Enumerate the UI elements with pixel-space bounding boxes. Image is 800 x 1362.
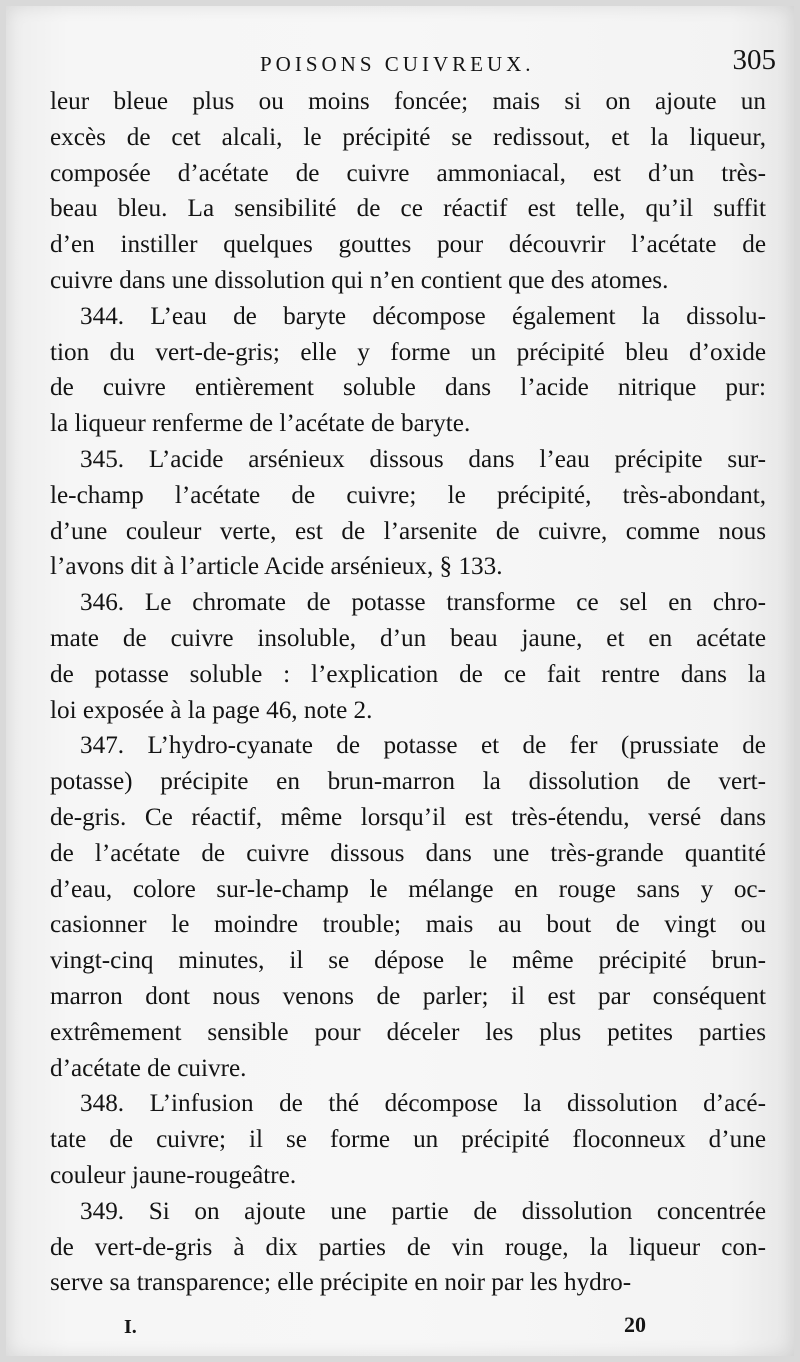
- page-footer: [6, 1306, 794, 1346]
- text-line: potasse) précipite en brun-marron la dissolution de vert-: [50, 768, 766, 796]
- text-line: casionner le moindre trouble; mais au bout de vingt ou: [50, 911, 766, 939]
- paragraph: [50, 1194, 766, 1301]
- text-line: beau bleu. La sensibilité de ce réactif est telle, qu’il suffit: [50, 195, 766, 223]
- text-line: serve sa transparence; elle précipite en noir par les hydro-: [50, 1269, 632, 1297]
- signature-mark: I.: [124, 1316, 137, 1338]
- text-line: 348. L’infusion de thé décompose la dissolution d’acé-: [80, 1090, 766, 1118]
- page-number: 305: [732, 44, 776, 76]
- text-line: tion du vert-de-gris; elle y forme un précipité bleu d’oxide: [50, 338, 766, 366]
- text-line: de-gris. Ce réactif, même lorsqu’il est très-étendu, versé dans: [50, 803, 766, 831]
- text-line: de potasse soluble : l’explication de ce fait rentre dans la: [50, 660, 766, 688]
- text-line: leur bleue plus ou moins foncée; mais si on ajoute un: [50, 88, 766, 115]
- text-line: d’une couleur verte, est de l’arsenite de cuivre, comme nous: [50, 517, 766, 545]
- text-line: de l’acétate de cuivre dissous dans une très-grande quantité: [50, 839, 766, 867]
- text-line: vingt-cinq minutes, il se dépose le même précipité brun-: [50, 947, 766, 975]
- text-line: d’en instiller quelques gouttes pour découvrir l’acétate de: [50, 231, 766, 259]
- body-text: [50, 84, 766, 1301]
- running-title: POISONS CUIVREUX.: [260, 52, 535, 76]
- text-line: de vert-de-gris à dix parties de vin rouge, la liqueur con-: [50, 1233, 766, 1261]
- text-line: l’avons dit à l’article Acide arsénieux, § 133.: [50, 553, 503, 581]
- text-line: 346. Le chromate de potasse transforme ce sel en chro-: [80, 589, 766, 617]
- text-line: la liqueur renferme de l’acétate de baryte.: [50, 410, 471, 438]
- text-line: couleur jaune-rougeâtre.: [50, 1161, 297, 1189]
- text-line: mate de cuivre insoluble, d’un beau jaune, et en acétate: [50, 624, 766, 652]
- paragraph: [50, 585, 766, 728]
- signature-number: 20: [624, 1312, 646, 1337]
- paragraph: [50, 728, 766, 1086]
- paragraph: [50, 299, 766, 442]
- paragraph: [50, 442, 766, 585]
- text-line: tate de cuivre; il se forme un précipité floconneux d’une: [50, 1126, 766, 1154]
- book-page: [6, 6, 794, 1356]
- page-header: [46, 44, 776, 84]
- text-line: 344. L’eau de baryte décompose également la dissolu-: [80, 302, 766, 330]
- text-line: 347. L’hydro-cyanate de potasse et de fer (prussiate de: [80, 732, 766, 760]
- text-line: 349. Si on ajoute une partie de dissolution concentrée: [80, 1197, 766, 1225]
- text-line: 345. L’acide arsénieux dissous dans l’eau précipite sur-: [80, 445, 766, 473]
- text-line: cuivre dans une dissolution qui n’en contient que des atomes.: [50, 266, 669, 294]
- text-line: composée d’acétate de cuivre ammoniacal, est d’un très-: [50, 159, 766, 187]
- text-line: excès de cet alcali, le précipité se redissout, et la liqueur,: [50, 123, 766, 151]
- text-line: extrêmement sensible pour déceler les plus petites parties: [50, 1018, 766, 1046]
- paragraph: [50, 1086, 766, 1193]
- text-line: d’acétate de cuivre.: [50, 1054, 247, 1082]
- text-line: le-champ l’acétate de cuivre; le précipité, très-abondant,: [50, 481, 766, 509]
- text-line: loi exposée à la page 46, note 2.: [50, 696, 373, 724]
- text-line: marron dont nous venons de parler; il est par conséquent: [50, 982, 766, 1010]
- paragraph: [50, 84, 766, 299]
- text-line: d’eau, colore sur-le-champ le mélange en rouge sans y oc-: [50, 875, 766, 903]
- text-line: de cuivre entièrement soluble dans l’acide nitrique pur:: [50, 374, 766, 402]
